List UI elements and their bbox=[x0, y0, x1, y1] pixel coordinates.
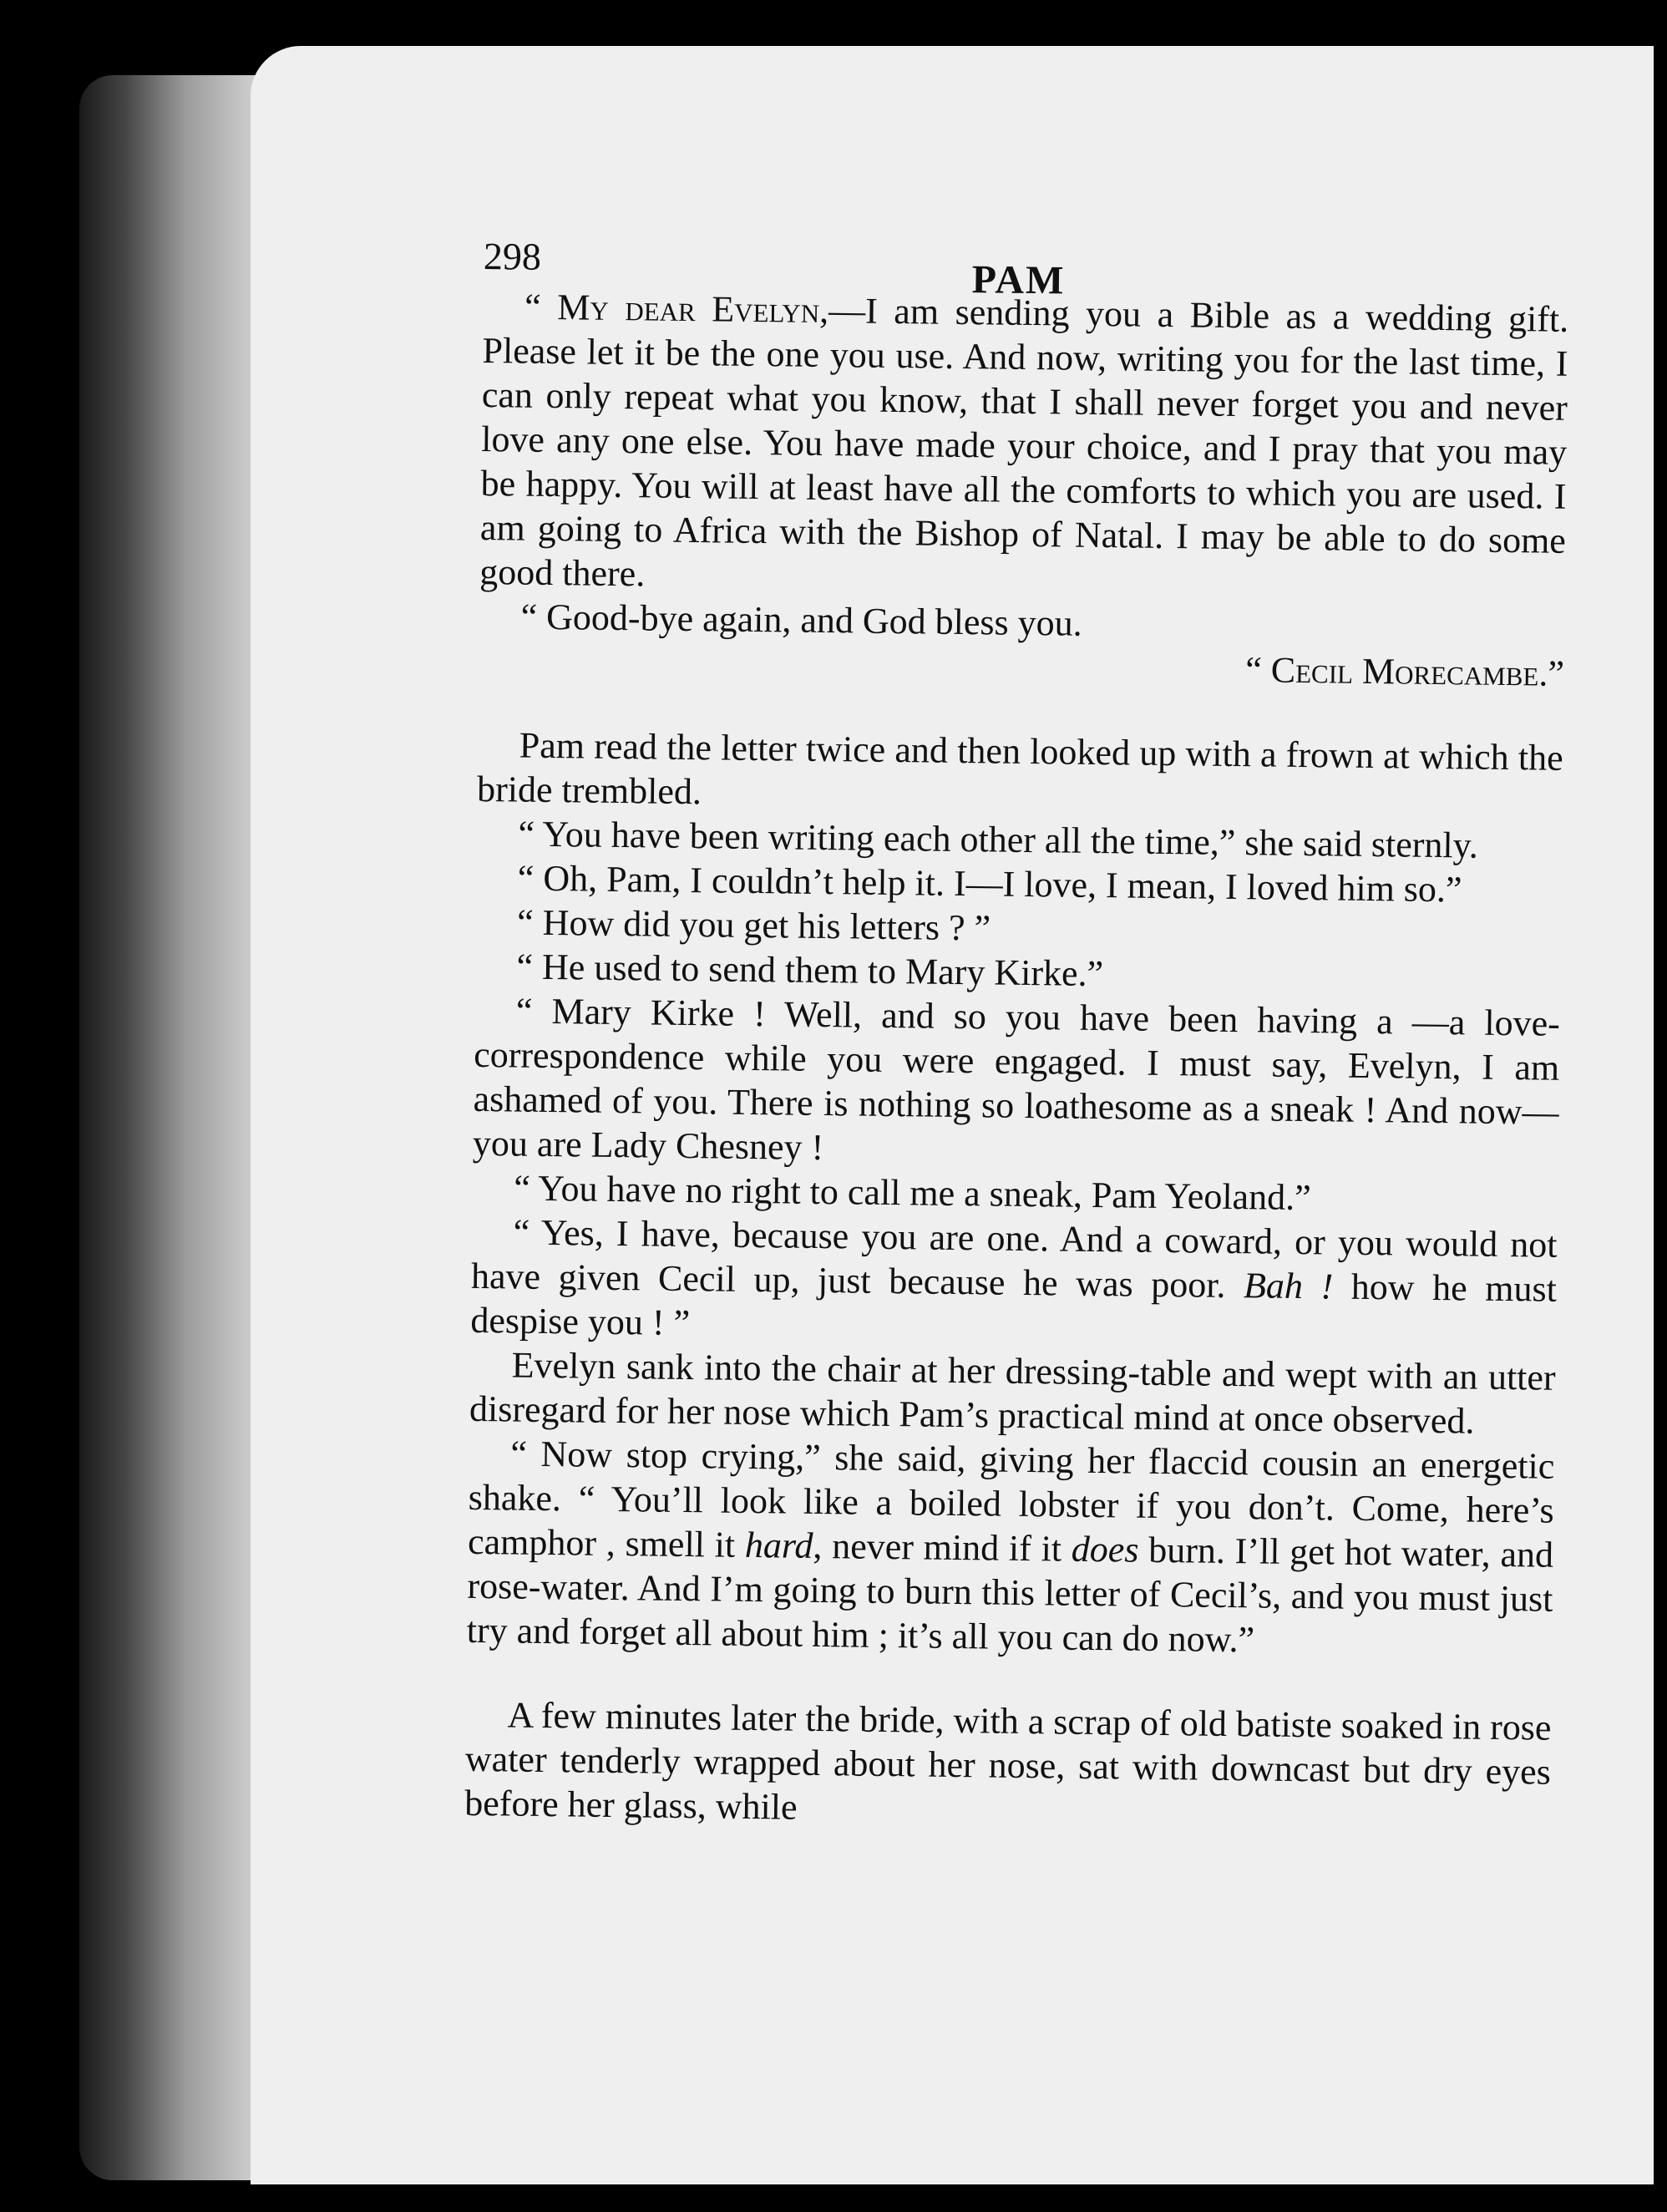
text-run: “ You have been writing each other all the time,” she said sternly. bbox=[518, 813, 1479, 866]
text-run: Evelyn sank into the chair at her dressing-table and wept with an utter disregard for her nose which Pam’s practical mind at once observed. bbox=[469, 1344, 1556, 1442]
paragraph bbox=[477, 723, 1563, 824]
paragraph bbox=[464, 1692, 1552, 1839]
paragraph bbox=[473, 988, 1560, 1179]
paragraph bbox=[470, 1210, 1558, 1356]
text-run: ,—I am sending you a Bible as a wedding gift. Please let it be the one you use. And now, writing you for the last time, I can only repeat what you know, that I shall never forget you and never love any one else. You have made your choice, and I pray that you may be happy. You will at least have all the comforts to which you are used. I am going to Africa with the Bishop of Natal. I may be able to do some good there. bbox=[479, 289, 1569, 595]
italic-text: hard bbox=[744, 1524, 813, 1566]
book-page bbox=[251, 46, 1654, 2184]
text-run: burn. I’ll get hot water, and rose-water. And I’m going to burn this letter of Cecil’s, and you must just try and forget all about him ; it’s all you can do now.” bbox=[466, 1529, 1554, 1661]
text-run: “ Now stop crying,” she said, giving her flaccid cousin an energetic shake. “ You’ll look like a boiled lobster if you don’t. Come, here’s camphor , smell it bbox=[467, 1433, 1555, 1565]
text-run: “ You have no right to call me a sneak, Pam Yeoland.” bbox=[514, 1167, 1311, 1219]
text-run: “ He used to send them to Mary Kirke.” bbox=[516, 946, 1104, 995]
text-run: “ Oh, Pam, I couldn’t help it. I—I love, I mean, I loved him so.” bbox=[517, 857, 1462, 911]
running-header bbox=[483, 184, 1570, 303]
text-run: “ bbox=[1245, 649, 1272, 691]
paragraph bbox=[467, 1431, 1555, 1666]
text-run: , never mind if it bbox=[813, 1525, 1072, 1570]
small-caps-text: Cecil Morecambe bbox=[1270, 649, 1539, 694]
text-run: “ Good-bye again, and God bless you. bbox=[520, 596, 1083, 644]
paragraph bbox=[469, 1342, 1556, 1444]
italic-text: does bbox=[1071, 1528, 1139, 1570]
text-run: “ bbox=[524, 286, 558, 328]
text-run: how he must despise you ! ” bbox=[470, 1266, 1558, 1344]
paragraph bbox=[479, 284, 1568, 607]
text-run: “ How did you get his letters ? ” bbox=[516, 901, 991, 949]
text-run: A few minutes later the bride, with a scrap of old batiste soaked in rose water tenderly wrapped about her nose, sat with downcast but dry eyes before her glass, while bbox=[464, 1694, 1552, 1828]
page-number: 298 bbox=[483, 234, 542, 278]
small-caps-text: My dear Evelyn bbox=[557, 287, 820, 331]
italic-text: Bah ! bbox=[1243, 1265, 1334, 1307]
text-run: “ Mary Kirke ! Well, and so you have been having a —a love-correspondence while you were engaged. I must say, Evelyn, I am ashamed of you. There is nothing so loathesome as a sneak ! And now—you are Lady Chesney ! bbox=[472, 990, 1561, 1169]
running-title: PAM bbox=[971, 257, 1066, 303]
page-content bbox=[464, 184, 1570, 1839]
text-run: Pam read the letter twice and then looked up with a frown at which the bride trembled. bbox=[476, 724, 1563, 813]
text-run: .” bbox=[1538, 652, 1565, 694]
body-text bbox=[464, 284, 1568, 1839]
text-run: “ Yes, I have, because you are one. And a coward, or you would not have given Cecil up, just because he was poor. bbox=[470, 1211, 1558, 1306]
